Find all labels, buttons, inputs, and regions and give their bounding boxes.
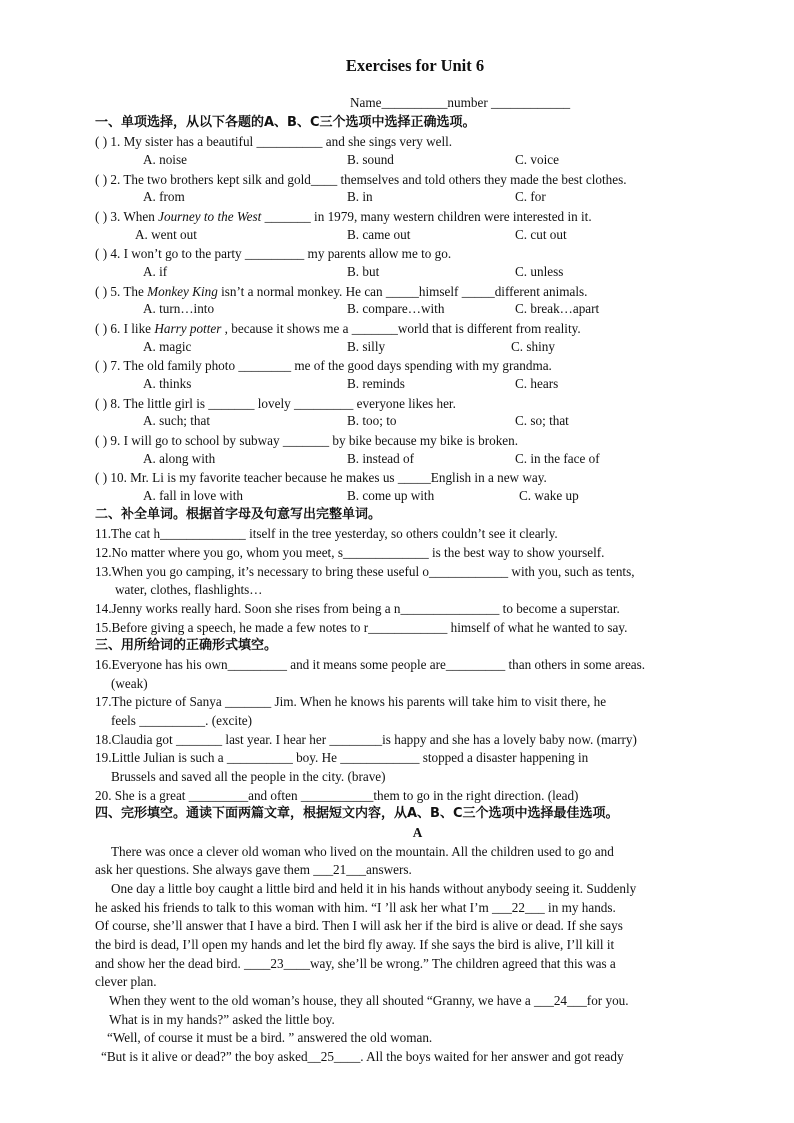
q1-option-a: A. noise bbox=[143, 152, 187, 167]
q3-option-b: B. came out bbox=[347, 227, 411, 242]
question-17: 17.The picture of Sanya _______ Jim. When he knows his parents will take him to visit there, he bbox=[95, 694, 607, 709]
q10-option-a: A. fall in love with bbox=[143, 488, 243, 503]
q4-option-c: C. unless bbox=[515, 264, 564, 279]
question-10: ( ) 10. Mr. Li is my favorite teacher because he makes us _____English in a new way. bbox=[95, 470, 547, 485]
section4-heading: 四、完形填空。通读下面两篇文章，根据短文内容，从A、B、C三个选项中选择最佳选项。 bbox=[95, 806, 619, 821]
passage-line-11: “Well, of course it must be a bird. ” answered the old woman. bbox=[107, 1030, 433, 1045]
q7-option-b: B. reminds bbox=[347, 376, 405, 391]
passage-line-9: When they went to the old woman’s house, they all shouted “Granny, we have a ___24___for you. bbox=[109, 993, 629, 1008]
question-2: ( ) 2. The two brothers kept silk and gold____ themselves and told others they made the best clothes. bbox=[95, 172, 627, 187]
question-14: 14.Jenny works really hard. Soon she rises from being a n_______________ to become a superstar. bbox=[95, 601, 620, 616]
question-8: ( ) 8. The little girl is _______ lovely _________ everyone likes her. bbox=[95, 396, 456, 411]
q7-option-c: C. hears bbox=[515, 376, 559, 391]
passage-line-4: he asked his friends to talk to this woman with him. “I ’ll ask her what I’m ___22___ in my hands. bbox=[95, 900, 616, 915]
q1-option-b: B. sound bbox=[347, 152, 394, 167]
question-13-cont: water, clothes, flashlights… bbox=[115, 582, 263, 597]
passage-line-12: “But is it alive or dead?” the boy asked__25____. All the boys waited for her answer and got ready bbox=[101, 1049, 624, 1064]
question-1: ( ) 1. My sister has a beautiful __________ and she sings very well. bbox=[95, 134, 453, 149]
passage-line-5: Of course, she’ll answer that I have a bird. Then I will ask her if the bird is alive or dead. If she says bbox=[95, 918, 623, 933]
passage-line-8: clever plan. bbox=[95, 974, 157, 989]
q5-option-a: A. turn…into bbox=[143, 301, 215, 316]
question-15: 15.Before giving a speech, he made a few notes to r____________ himself of what he wanted to say. bbox=[95, 620, 628, 635]
question-11: 11.The cat h_____________ itself in the tree yesterday, so others couldn’t see it clearly. bbox=[95, 526, 558, 541]
q3-option-a: A. went out bbox=[135, 227, 197, 242]
question-12: 12.No matter where you go, whom you meet, s_____________ is the best way to show yourself. bbox=[95, 545, 605, 560]
question-20: 20. She is a great _________and often ___________them to go in the right direction. (lead) bbox=[95, 788, 579, 803]
question-7: ( ) 7. The old family photo ________ me of the good days spending with my grandma. bbox=[95, 358, 552, 373]
question-19-cont: Brussels and saved all the people in the city. (brave) bbox=[111, 769, 386, 784]
passage-line-7: and show her the dead bird. ____23____way, she’ll be wrong.” The children agreed that this was a bbox=[95, 956, 616, 971]
q9-option-c: C. in the face of bbox=[515, 451, 600, 466]
question-17-cont: feels __________. (excite) bbox=[111, 713, 252, 728]
q5-option-c: C. break…apart bbox=[515, 301, 600, 316]
q8-option-a: A. such; that bbox=[143, 413, 211, 428]
question-5: ( ) 5. The Monkey King isn’t a normal monkey. He can _____himself _____different animals. bbox=[95, 284, 588, 299]
page-title: Exercises for Unit 6 bbox=[345, 56, 485, 75]
passage-line-2: ask her questions. She always gave them ___21___answers. bbox=[95, 862, 412, 877]
passage-line-10: What is in my hands?” asked the little boy. bbox=[109, 1012, 335, 1027]
q8-option-b: B. too; to bbox=[347, 413, 397, 428]
q2-option-b: B. in bbox=[347, 189, 373, 204]
passage-line-6: the bird is dead, I’ll open my hands and let the bird fly away. If she says the bird is alive, I’ll kill it bbox=[95, 937, 615, 952]
question-13: 13.When you go camping, it’s necessary to bring these useful o____________ with you, such as tents, bbox=[95, 564, 635, 579]
question-16-cont: (weak) bbox=[111, 676, 148, 691]
passage-line-3: One day a little boy caught a little bird and held it in his hands without anybody seeing it. Suddenly bbox=[111, 881, 637, 896]
section2-heading: 二、补全单词。根据首字母及句意写出完整单词。 bbox=[95, 507, 382, 522]
q4-option-a: A. if bbox=[143, 264, 168, 279]
question-9: ( ) 9. I will go to school by subway _______ by bike because my bike is broken. bbox=[95, 433, 519, 448]
question-4: ( ) 4. I won’t go to the party _________ my parents allow me to go. bbox=[95, 246, 452, 261]
q6-option-a: A. magic bbox=[143, 339, 192, 354]
q8-option-c: C. so; that bbox=[515, 413, 569, 428]
q6-option-b: B. silly bbox=[347, 339, 386, 354]
q1-option-c: C. voice bbox=[515, 152, 559, 167]
question-18: 18.Claudia got _______ last year. I hear her ________is happy and she has a lovely baby now. (marry) bbox=[95, 732, 637, 747]
passage-label: A bbox=[412, 825, 423, 840]
q6-option-c: C. shiny bbox=[511, 339, 555, 354]
question-6: ( ) 6. I like Harry potter , because it shows me a _______world that is different from reality. bbox=[95, 321, 581, 336]
question-3: ( ) 3. When Journey to the West _______ in 1979, many western children were interested in it. bbox=[95, 209, 592, 224]
q2-option-a: A. from bbox=[143, 189, 185, 204]
question-16: 16.Everyone has his own_________ and it means some people are_________ than others in some areas. bbox=[95, 657, 646, 672]
section3-heading: 三、用所给词的正确形式填空。 bbox=[95, 638, 278, 653]
q7-option-a: A. thinks bbox=[143, 376, 192, 391]
q2-option-c: C. for bbox=[515, 189, 546, 204]
q10-option-b: B. come up with bbox=[347, 488, 435, 503]
q9-option-a: A. along with bbox=[143, 451, 216, 466]
q10-option-c: C. wake up bbox=[519, 488, 579, 503]
name-number-row: Name__________number ____________ bbox=[350, 95, 571, 110]
question-19: 19.Little Julian is such a __________ boy. He ____________ stopped a disaster happening in bbox=[95, 750, 589, 765]
q4-option-b: B. but bbox=[347, 264, 380, 279]
passage-line-1: There was once a clever old woman who lived on the mountain. All the children used to go and bbox=[111, 844, 614, 859]
q5-option-b: B. compare…with bbox=[347, 301, 445, 316]
section1-heading: 一、单项选择，从以下各题的A、B、C三个选项中选择正确选项。 bbox=[95, 115, 476, 130]
q9-option-b: B. instead of bbox=[347, 451, 415, 466]
q3-option-c: C. cut out bbox=[515, 227, 567, 242]
